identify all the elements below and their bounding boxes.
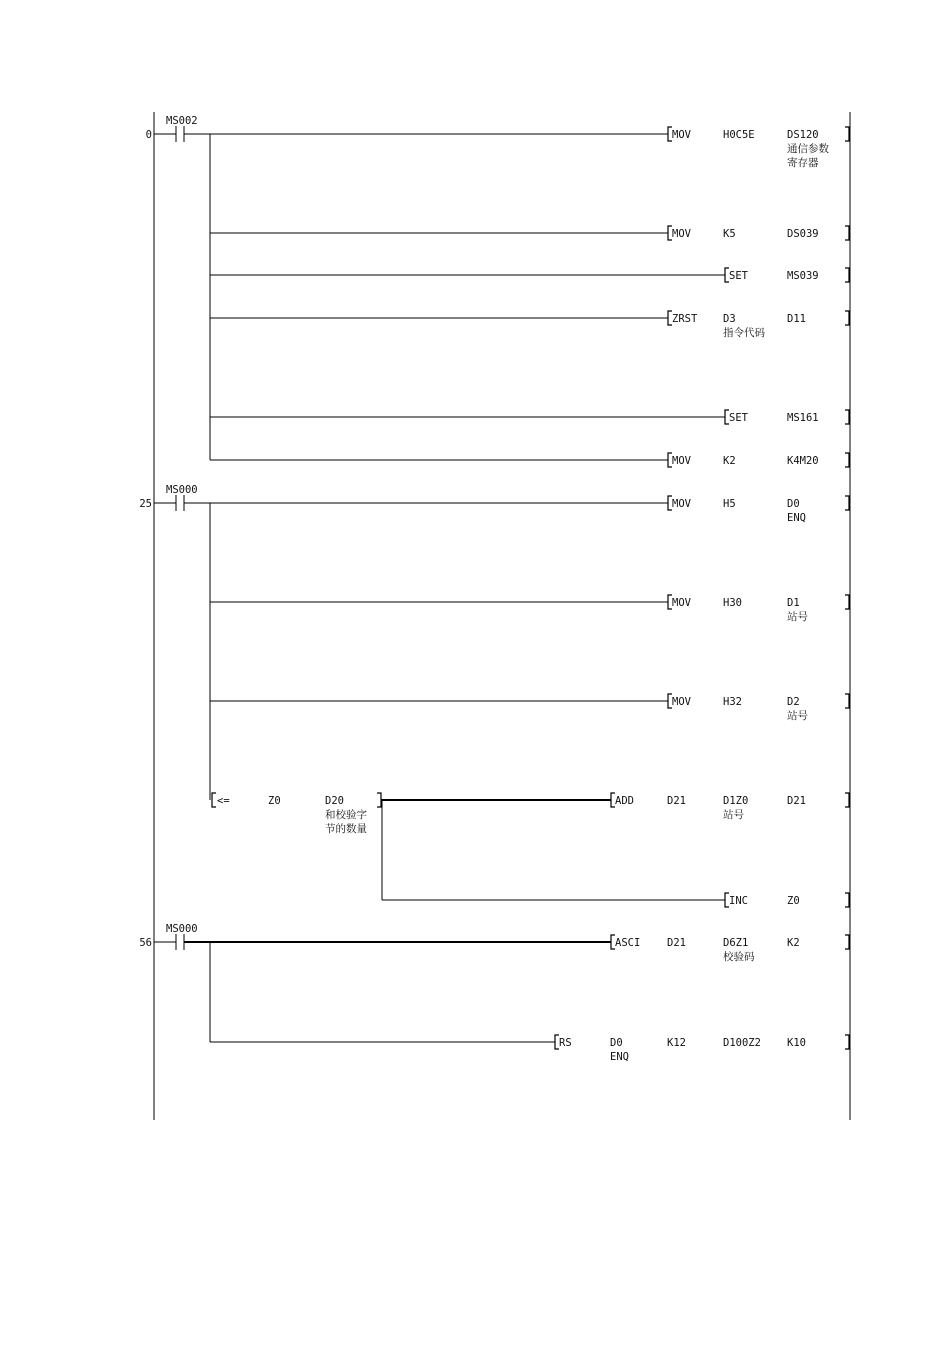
operand: MS161 — [787, 412, 819, 424]
operand: K10 — [787, 1037, 806, 1049]
operand: D0 — [787, 498, 800, 510]
rung-56 — [139, 923, 849, 1063]
instruction-op: MOV — [672, 597, 691, 609]
operand: D100Z2 — [723, 1037, 761, 1049]
device-comment: 寄存器 — [787, 157, 819, 169]
operand: D2 — [787, 696, 800, 708]
operand: D21 — [667, 937, 686, 949]
operand: H5 — [723, 498, 736, 510]
device-comment: 和校验字 — [325, 809, 367, 821]
instruction-mov[interactable] — [668, 595, 849, 623]
instruction-add[interactable] — [611, 793, 849, 821]
instruction-zrst[interactable] — [668, 311, 849, 339]
operand: D21 — [667, 795, 686, 807]
instruction-rs[interactable] — [555, 1035, 849, 1063]
instruction-mov[interactable] — [668, 453, 849, 467]
operand: K4M20 — [787, 455, 819, 467]
operand: Z0 — [787, 895, 800, 907]
operand: K12 — [667, 1037, 686, 1049]
instruction-op: RS — [559, 1037, 572, 1049]
operand: DS120 — [787, 129, 819, 141]
instruction-op: MOV — [672, 129, 691, 141]
step-number: 56 — [139, 937, 152, 949]
normally-open-contact[interactable] — [154, 126, 184, 142]
instruction-op: MOV — [672, 455, 691, 467]
instruction-op: INC — [729, 895, 748, 907]
operand: H32 — [723, 696, 742, 708]
device-comment: 校验码 — [723, 951, 755, 963]
operand: D11 — [787, 313, 806, 325]
operand: MS039 — [787, 270, 819, 282]
instruction-op: MOV — [672, 696, 691, 708]
operand: DS039 — [787, 228, 819, 240]
instruction-op: ASCI — [615, 937, 641, 949]
operand: Z0 — [268, 795, 281, 807]
operand: D3 — [723, 313, 736, 325]
normally-open-contact[interactable] — [154, 495, 184, 511]
step-number: 0 — [145, 129, 152, 141]
instruction-asci[interactable] — [611, 935, 849, 963]
operand: K2 — [723, 455, 736, 467]
instruction-mov[interactable] — [668, 496, 849, 524]
operand: H0C5E — [723, 129, 755, 141]
device-comment: 通信参数 — [787, 143, 829, 155]
operand: H30 — [723, 597, 742, 609]
device-comment: 站号 — [787, 710, 808, 722]
operand: D1 — [787, 597, 800, 609]
device-comment: 站号 — [787, 611, 808, 623]
instruction-op: SET — [729, 270, 748, 282]
instruction-mov[interactable] — [668, 127, 849, 169]
contact-label: MS000 — [166, 923, 198, 935]
device-comment: 站号 — [723, 809, 744, 821]
operand: D21 — [787, 795, 806, 807]
contact-label: MS002 — [166, 115, 198, 127]
rung-0 — [146, 115, 849, 467]
device-comment: ENQ — [787, 512, 806, 524]
operand: D0 — [610, 1037, 623, 1049]
operand: K5 — [723, 228, 736, 240]
operand: K2 — [787, 937, 800, 949]
instruction-set[interactable] — [725, 410, 849, 424]
device-comment: 指令代码 — [723, 327, 765, 339]
step-number: 25 — [139, 498, 152, 510]
instruction-op: ZRST — [672, 313, 698, 325]
compare-contact[interactable] — [212, 793, 381, 835]
instruction-set[interactable] — [725, 268, 849, 282]
instruction-inc[interactable] — [725, 893, 849, 907]
operand: D6Z1 — [723, 937, 749, 949]
rung-25 — [139, 484, 849, 907]
instruction-mov[interactable] — [668, 226, 849, 240]
instruction-op: MOV — [672, 498, 691, 510]
instruction-op: ADD — [615, 795, 634, 807]
device-comment: ENQ — [610, 1051, 629, 1063]
operand: D20 — [325, 795, 344, 807]
instruction-op: <= — [217, 795, 230, 807]
operand: D1Z0 — [723, 795, 749, 807]
contact-label: MS000 — [166, 484, 198, 496]
instruction-op: MOV — [672, 228, 691, 240]
normally-open-contact[interactable] — [154, 934, 184, 950]
device-comment: 节的数量 — [325, 823, 367, 835]
instruction-mov[interactable] — [668, 694, 849, 722]
instruction-op: SET — [729, 412, 748, 424]
